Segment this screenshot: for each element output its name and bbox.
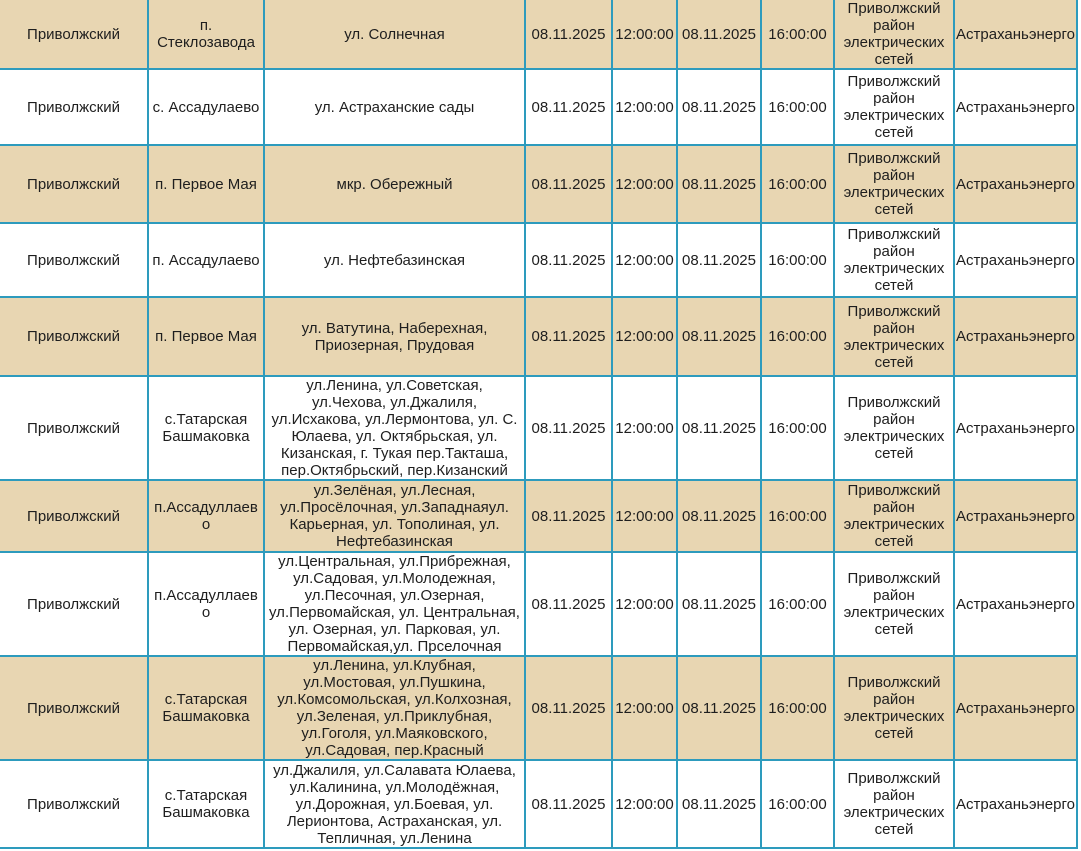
cell-streets: ул.Зелёная, ул.Лесная, ул.Просёлочная, ул.Западнаяул. Карьерная, ул. Тополиная, ул. Нефтебазинская — [264, 480, 525, 552]
cell-settlement: с.Татарская Башмаковка — [148, 656, 264, 760]
cell-streets: ул. Солнечная — [264, 0, 525, 69]
cell-company: Астраханьэнерго — [954, 480, 1077, 552]
cell-date-start: 08.11.2025 — [525, 760, 612, 848]
cell-streets: ул. Нефтебазинская — [264, 223, 525, 297]
cell-streets: ул. Ватутина, Наберехная, Приозерная, Прудовая — [264, 297, 525, 376]
cell-company: Астраханьэнерго — [954, 297, 1077, 376]
cell-time-end: 16:00:00 — [761, 760, 834, 848]
cell-date-end: 08.11.2025 — [677, 223, 761, 297]
cell-time-start: 12:00:00 — [612, 376, 677, 480]
cell-district: Приволжский — [0, 0, 148, 69]
cell-settlement: п. Первое Мая — [148, 145, 264, 223]
cell-date-end: 08.11.2025 — [677, 297, 761, 376]
cell-settlement: с.Татарская Башмаковка — [148, 760, 264, 848]
cell-res: Приволжский район электрических сетей — [834, 480, 954, 552]
cell-date-start: 08.11.2025 — [525, 656, 612, 760]
cell-date-start: 08.11.2025 — [525, 223, 612, 297]
cell-district: Приволжский — [0, 145, 148, 223]
cell-date-end: 08.11.2025 — [677, 480, 761, 552]
table-row — [0, 760, 1077, 848]
cell-settlement: с. Ассадулаево — [148, 69, 264, 145]
table-row — [0, 480, 1077, 552]
cell-streets: мкр. Обережный — [264, 145, 525, 223]
table-row — [0, 552, 1077, 656]
cell-date-end: 08.11.2025 — [677, 69, 761, 145]
cell-res: Приволжский район электрических сетей — [834, 223, 954, 297]
cell-time-end: 16:00:00 — [761, 552, 834, 656]
table-row — [0, 0, 1077, 69]
cell-res: Приволжский район электрических сетей — [834, 69, 954, 145]
cell-time-end: 16:00:00 — [761, 69, 834, 145]
cell-date-end: 08.11.2025 — [677, 376, 761, 480]
table-row — [0, 297, 1077, 376]
cell-company: Астраханьэнерго — [954, 69, 1077, 145]
cell-res: Приволжский район электрических сетей — [834, 297, 954, 376]
cell-time-end: 16:00:00 — [761, 145, 834, 223]
table-row — [0, 656, 1077, 760]
cell-company: Астраханьэнерго — [954, 145, 1077, 223]
cell-time-start: 12:00:00 — [612, 145, 677, 223]
cell-district: Приволжский — [0, 656, 148, 760]
cell-date-end: 08.11.2025 — [677, 760, 761, 848]
cell-time-start: 12:00:00 — [612, 760, 677, 848]
cell-company: Астраханьэнерго — [954, 656, 1077, 760]
cell-streets: ул.Ленина, ул.Советская, ул.Чехова, ул.Джалиля, ул.Исхакова, ул.Лермонтова, ул. С. Юлаева, ул. Октябрьская, ул. Кизанская, г. Тукая пер.Такташа, пер.Октябрьский, пер.Кизанский — [264, 376, 525, 480]
cell-district: Приволжский — [0, 480, 148, 552]
cell-date-end: 08.11.2025 — [677, 552, 761, 656]
cell-time-end: 16:00:00 — [761, 480, 834, 552]
cell-date-start: 08.11.2025 — [525, 376, 612, 480]
cell-settlement: п.Ассадуллаево — [148, 552, 264, 656]
cell-res: Приволжский район электрических сетей — [834, 760, 954, 848]
cell-res: Приволжский район электрических сетей — [834, 656, 954, 760]
cell-res: Приволжский район электрических сетей — [834, 145, 954, 223]
cell-date-start: 08.11.2025 — [525, 0, 612, 69]
cell-district: Приволжский — [0, 376, 148, 480]
cell-time-start: 12:00:00 — [612, 480, 677, 552]
cell-date-end: 08.11.2025 — [677, 145, 761, 223]
cell-district: Приволжский — [0, 552, 148, 656]
cell-company: Астраханьэнерго — [954, 0, 1077, 69]
cell-time-start: 12:00:00 — [612, 656, 677, 760]
cell-time-end: 16:00:00 — [761, 656, 834, 760]
cell-date-start: 08.11.2025 — [525, 480, 612, 552]
cell-date-start: 08.11.2025 — [525, 69, 612, 145]
cell-time-start: 12:00:00 — [612, 223, 677, 297]
cell-time-start: 12:00:00 — [612, 297, 677, 376]
cell-time-start: 12:00:00 — [612, 0, 677, 69]
cell-district: Приволжский — [0, 297, 148, 376]
cell-date-end: 08.11.2025 — [677, 656, 761, 760]
cell-district: Приволжский — [0, 69, 148, 145]
cell-company: Астраханьэнерго — [954, 552, 1077, 656]
cell-settlement: п. Ассадулаево — [148, 223, 264, 297]
cell-res: Приволжский район электрических сетей — [834, 552, 954, 656]
cell-date-start: 08.11.2025 — [525, 297, 612, 376]
cell-date-start: 08.11.2025 — [525, 552, 612, 656]
cell-res: Приволжский район электрических сетей — [834, 376, 954, 480]
cell-settlement: п. Первое Мая — [148, 297, 264, 376]
cell-time-start: 12:00:00 — [612, 69, 677, 145]
cell-company: Астраханьэнерго — [954, 376, 1077, 480]
cell-streets: ул.Ленина, ул.Клубная, ул.Мостовая, ул.Пушкина, ул.Комсомольская, ул.Колхозная, ул.Зеленая, ул.Приклубная, ул.Гоголя, ул.Маяковского, ул.Садовая, пер.Красный — [264, 656, 525, 760]
table-row — [0, 145, 1077, 223]
cell-company: Астраханьэнерго — [954, 760, 1077, 848]
table-row — [0, 223, 1077, 297]
cell-res: Приволжский район электрических сетей — [834, 0, 954, 69]
table-row — [0, 69, 1077, 145]
cell-district: Приволжский — [0, 760, 148, 848]
cell-streets: ул.Центральная, ул.Прибрежная, ул.Садовая, ул.Молодежная, ул.Песочная, ул.Озерная, ул.Первомайская, ул. Центральная, ул. Озерная, ул. Парковая, ул. Первомайская,ул. Прселочная — [264, 552, 525, 656]
cell-streets: ул. Астраханские сады — [264, 69, 525, 145]
table-row — [0, 376, 1077, 480]
cell-time-end: 16:00:00 — [761, 223, 834, 297]
cell-settlement: п.Ассадуллаево — [148, 480, 264, 552]
cell-time-start: 12:00:00 — [612, 552, 677, 656]
cell-district: Приволжский — [0, 223, 148, 297]
cell-settlement: с.Татарская Башмаковка — [148, 376, 264, 480]
cell-company: Астраханьэнерго — [954, 223, 1077, 297]
cell-settlement: п. Стеклозавода — [148, 0, 264, 69]
cell-time-end: 16:00:00 — [761, 0, 834, 69]
cell-time-end: 16:00:00 — [761, 376, 834, 480]
cell-time-end: 16:00:00 — [761, 297, 834, 376]
cell-date-start: 08.11.2025 — [525, 145, 612, 223]
cell-streets: ул.Джалиля, ул.Салавата Юлаева, ул.Калинина, ул.Молодёжная, ул.Дорожная, ул.Боевая, ул. Лерионтова, Астраханская, ул. Тепличная, ул.Ленина — [264, 760, 525, 848]
cell-date-end: 08.11.2025 — [677, 0, 761, 69]
